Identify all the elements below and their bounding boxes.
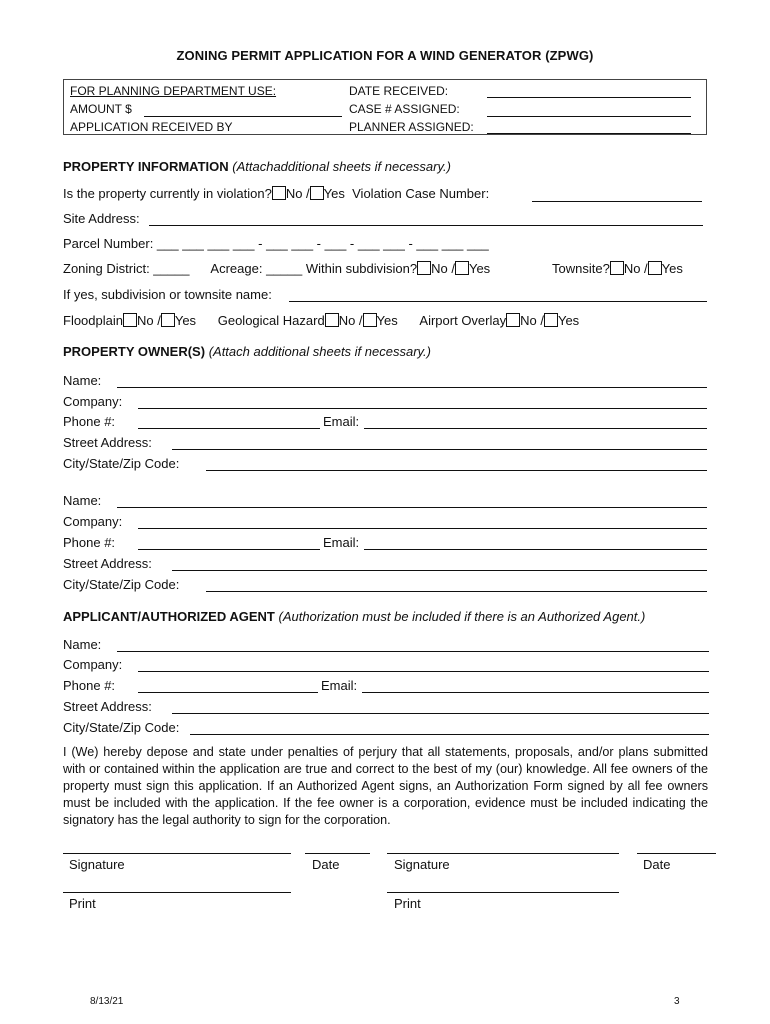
airport-no-label: No / bbox=[520, 313, 544, 328]
agent-phone-label: Phone #: bbox=[63, 678, 116, 693]
agent-note: (Authorization must be included if there is an Authorized Agent.) bbox=[278, 609, 646, 624]
agent-email-field[interactable] bbox=[362, 692, 709, 693]
owner1-email-label: Email: bbox=[323, 414, 360, 429]
agent-phone-field[interactable] bbox=[138, 692, 318, 693]
violation-yes-checkbox[interactable] bbox=[310, 186, 324, 200]
owner2-phone-field[interactable] bbox=[138, 549, 320, 550]
signature2-label: Signature bbox=[394, 857, 450, 872]
owner1-company-label: Company: bbox=[63, 394, 123, 409]
owner1-phone-label: Phone #: bbox=[63, 414, 116, 429]
geo-yes-label: Yes bbox=[376, 313, 398, 328]
subdivision-name-field[interactable] bbox=[289, 301, 707, 302]
townsite-no-label: No / bbox=[623, 261, 648, 276]
print2-label: Print bbox=[394, 896, 421, 911]
floodplain-yes-label: Yes bbox=[174, 313, 197, 328]
floodplain-label: Floodplain bbox=[63, 313, 123, 328]
owner1-name-field[interactable] bbox=[117, 387, 707, 388]
signature1-label: Signature bbox=[69, 857, 125, 872]
property-info-title: PROPERTY INFORMATION bbox=[63, 159, 229, 174]
airport-no-checkbox[interactable] bbox=[506, 313, 520, 327]
print1-label: Print bbox=[69, 896, 96, 911]
agent-street-field[interactable] bbox=[172, 713, 709, 714]
airport-overlay-label: Airport Overlay bbox=[419, 313, 507, 328]
declaration-text: I (We) hereby depose and state under penalties of perjury that all statements, proposals, and/or plans submitted with or contained within the application are true and correct to the best of my (our) knowledge. All fee owners of the property must sign this application. If an Authorized Agent signs, an Authorization Form signed by all fee owners must be included with the application. If the fee owner is a corporation, evidence must be included indicating the signatory has the legal authority to sign for the corporation. bbox=[63, 745, 708, 827]
owner2-city-label: City/State/Zip Code: bbox=[63, 577, 180, 592]
print1-line[interactable] bbox=[63, 892, 291, 893]
subdivision-no-checkbox[interactable] bbox=[417, 261, 431, 275]
agent-company-label: Company: bbox=[63, 657, 123, 672]
zoning-row bbox=[63, 261, 490, 276]
floodplain-yes-checkbox[interactable] bbox=[161, 313, 175, 327]
site-address-label: Site Address: bbox=[63, 211, 140, 226]
amount-label: AMOUNT $ bbox=[70, 102, 132, 116]
parcel-number-field[interactable]: Parcel Number: ___ ___ ___ ___ - ___ ___ - ___ - ___ ___ - ___ ___ ___ bbox=[63, 236, 489, 251]
agent-name-label: Name: bbox=[63, 637, 102, 652]
geo-no-label: No / bbox=[338, 313, 363, 328]
violation-case-field[interactable] bbox=[532, 201, 702, 202]
form-title: ZONING PERMIT APPLICATION FOR A WIND GENERATOR (ZPWG) bbox=[176, 48, 594, 63]
owners-heading bbox=[63, 344, 431, 359]
violation-case-label: Violation Case Number: bbox=[352, 186, 490, 201]
owner1-name-label: Name: bbox=[63, 373, 102, 388]
owner1-city-field[interactable] bbox=[206, 470, 707, 471]
owner1-street-label: Street Address: bbox=[63, 435, 152, 450]
owner2-street-label: Street Address: bbox=[63, 556, 152, 571]
subdivision-yes-label: Yes bbox=[468, 261, 491, 276]
agent-street-label: Street Address: bbox=[63, 699, 152, 714]
zoning-district-field[interactable]: Zoning District: _____ bbox=[63, 261, 190, 276]
signature1-line[interactable] bbox=[63, 853, 291, 854]
airport-yes-label: Yes bbox=[557, 313, 580, 328]
owners-note: (Attach additional sheets if necessary.) bbox=[208, 344, 432, 359]
owner2-email-label: Email: bbox=[323, 535, 360, 550]
townsite-yes-label: Yes bbox=[661, 261, 683, 276]
agent-city-label: City/State/Zip Code: bbox=[63, 720, 180, 735]
townsite-label: Townsite? bbox=[552, 261, 610, 276]
owner2-city-field[interactable] bbox=[206, 591, 707, 592]
footer-date: 8/13/21 bbox=[90, 996, 124, 1007]
agent-email-label: Email: bbox=[321, 678, 358, 693]
owner2-name-field[interactable] bbox=[117, 507, 707, 508]
property-info-note: (Attachadditional sheets if necessary.) bbox=[232, 159, 451, 174]
owner2-company-label: Company: bbox=[63, 514, 123, 529]
townsite-no-checkbox[interactable] bbox=[610, 261, 624, 275]
office-heading: FOR PLANNING DEPARTMENT USE: bbox=[70, 84, 277, 98]
owner2-street-field[interactable] bbox=[172, 570, 707, 571]
owner2-company-field[interactable] bbox=[138, 528, 707, 529]
within-subdivision-label: Within subdivision? bbox=[305, 261, 418, 276]
planner-assigned-field[interactable] bbox=[487, 133, 691, 134]
agent-title: APPLICANT/AUTHORIZED AGENT bbox=[63, 609, 275, 624]
date2-line[interactable] bbox=[637, 853, 716, 854]
geo-no-checkbox[interactable] bbox=[325, 313, 339, 327]
floodplain-no-label: No / bbox=[137, 313, 161, 328]
page-number: 3 bbox=[674, 996, 680, 1007]
townsite-yes-checkbox[interactable] bbox=[648, 261, 662, 275]
date1-label: Date bbox=[312, 857, 340, 872]
owner1-phone-field[interactable] bbox=[138, 428, 320, 429]
case-assigned-field[interactable] bbox=[487, 116, 691, 117]
agent-name-field[interactable] bbox=[117, 651, 709, 652]
amount-field[interactable] bbox=[144, 116, 342, 117]
agent-company-field[interactable] bbox=[138, 671, 709, 672]
subdivision-no-label: No / bbox=[431, 261, 455, 276]
airport-yes-checkbox[interactable] bbox=[544, 313, 558, 327]
geo-hazard-label: Geological Hazard bbox=[217, 313, 325, 328]
planning-department-box bbox=[63, 79, 707, 135]
signature2-line[interactable] bbox=[387, 853, 619, 854]
date2-label: Date bbox=[643, 857, 671, 872]
agent-city-field[interactable] bbox=[190, 734, 709, 735]
geo-yes-checkbox[interactable] bbox=[363, 313, 377, 327]
owner2-phone-label: Phone #: bbox=[63, 535, 116, 550]
received-by-label: APPLICATION RECEIVED BY bbox=[70, 120, 233, 134]
planner-assigned-label: PLANNER ASSIGNED: bbox=[349, 120, 474, 134]
owner1-email-field[interactable] bbox=[364, 428, 707, 429]
owner1-company-field[interactable] bbox=[138, 408, 707, 409]
date1-line[interactable] bbox=[305, 853, 370, 854]
violation-question: Is the property currently in violation? bbox=[63, 186, 272, 201]
overlay-row bbox=[63, 313, 579, 328]
owner2-email-field[interactable] bbox=[364, 549, 707, 550]
date-received-label: DATE RECEIVED: bbox=[349, 84, 449, 98]
print2-line[interactable] bbox=[387, 892, 619, 893]
date-received-field[interactable] bbox=[487, 97, 691, 98]
owner2-name-label: Name: bbox=[63, 493, 102, 508]
subdivision-yes-checkbox[interactable] bbox=[455, 261, 469, 275]
site-address-field[interactable] bbox=[149, 225, 703, 226]
acreage-field[interactable]: Acreage: _____ bbox=[210, 261, 303, 276]
violation-yes-label: Yes bbox=[323, 186, 345, 201]
violation-no-label: No / bbox=[285, 186, 310, 201]
case-assigned-label: CASE # ASSIGNED: bbox=[349, 102, 460, 116]
floodplain-no-checkbox[interactable] bbox=[123, 313, 137, 327]
subdivision-name-label: If yes, subdivision or townsite name: bbox=[63, 287, 272, 302]
owner1-city-label: City/State/Zip Code: bbox=[63, 456, 180, 471]
owners-title: PROPERTY OWNER(S) bbox=[63, 344, 206, 359]
violation-no-checkbox[interactable] bbox=[272, 186, 286, 200]
agent-heading bbox=[63, 609, 645, 624]
owner1-street-field[interactable] bbox=[172, 449, 707, 450]
property-info-heading bbox=[63, 159, 451, 174]
townsite-row bbox=[552, 261, 683, 276]
violation-row bbox=[63, 186, 489, 201]
